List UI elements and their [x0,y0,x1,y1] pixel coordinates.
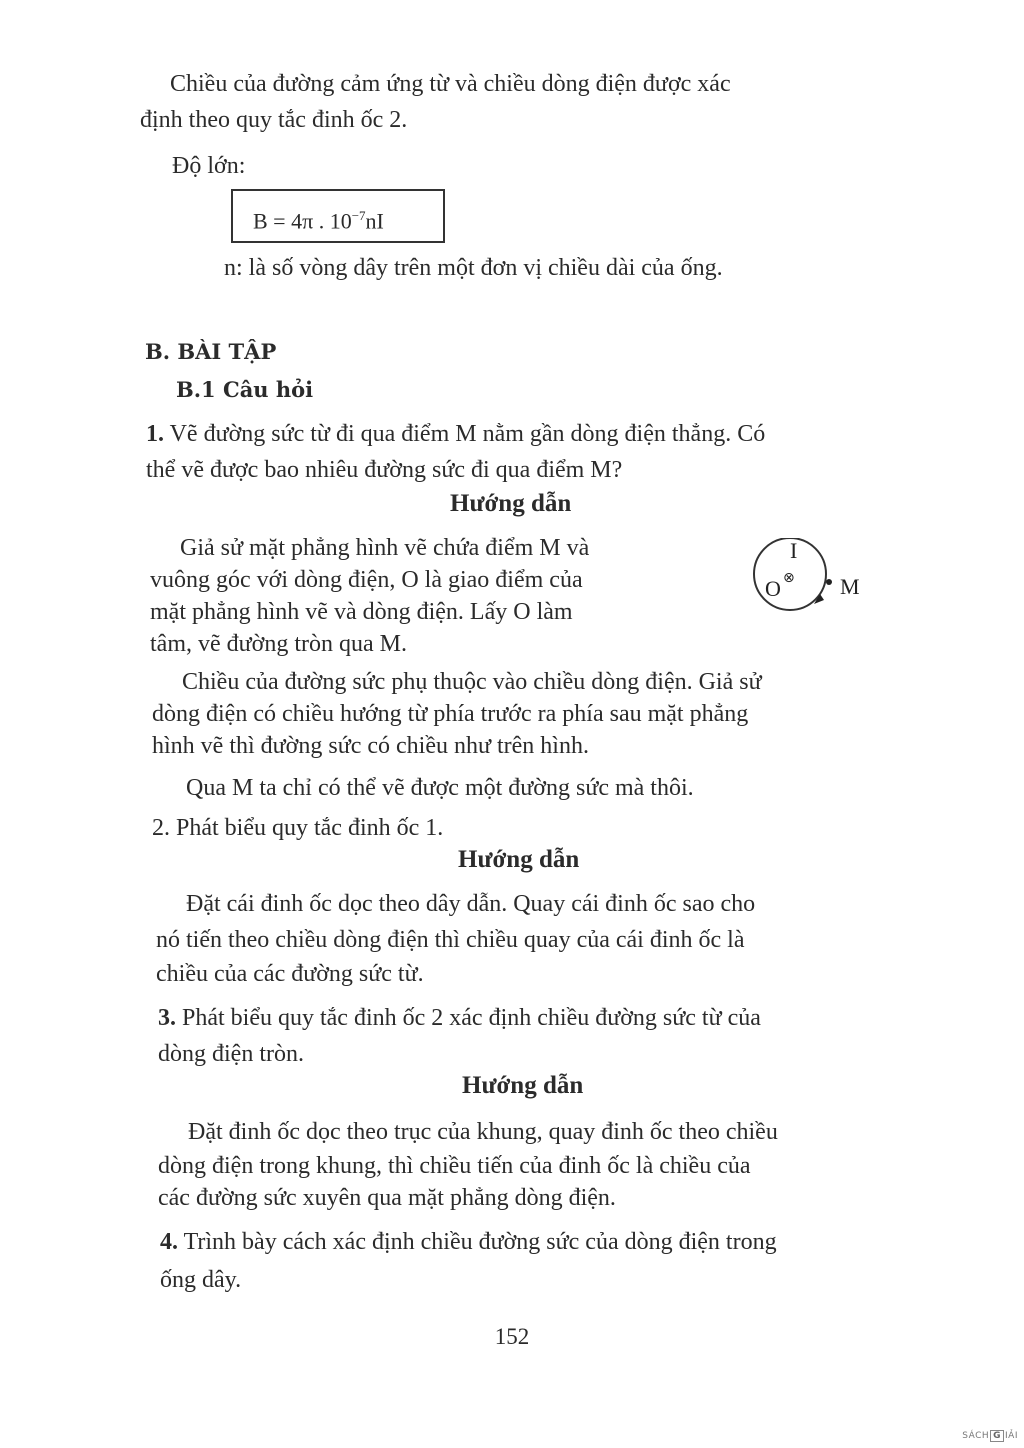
q1-answer-line-4: tâm, vẽ đường tròn qua M. [150,631,407,657]
q3-answer-line-2: dòng điện trong khung, thì chiều tiến của đinh ốc là chiều của [158,1153,751,1179]
section-subtitle: B.1 Câu hỏi [176,377,314,402]
q4-line-2: ống dây. [160,1267,242,1293]
q4-number: 4. [160,1229,178,1255]
section-title: B. BÀI TẬP [145,339,277,364]
n-note: n: là số vòng dây trên một đơn vị chiều dài của ống. [224,255,723,281]
q1-number: 1. [146,421,164,447]
q2-number: 2. [152,815,170,841]
q1-answer-line-2: vuông góc với dòng điện, O là giao điểm của [150,567,583,593]
q2-answer-line-2: nó tiến theo chiều dòng điện thì chiều quay của cái đinh ốc là [156,927,745,953]
magnitude-label: Độ lớn: [172,153,246,179]
q1-answer-line-1: Giả sử mặt phẳng hình vẽ chứa điểm M và [180,535,590,561]
formula [253,199,384,238]
q1-answer-line-6: dòng điện có chiều hướng từ phía trước ra phía sau mặt phẳng [152,701,749,727]
q1-answer-line-3: mặt phẳng hình vẽ và dòng điện. Lấy O làm [150,599,573,625]
q3-text-1: Phát biểu quy tắc đinh ốc 2 xác định chiều đường sức từ của [182,1005,761,1031]
q1-text-1: Vẽ đường sức từ đi qua điểm M nằm gần dòng điện thẳng. Có [169,421,766,447]
brand-right: IẢI [1005,1431,1018,1441]
q1-answer-line-5: Chiều của đường sức phụ thuộc vào chiều dòng điện. Giả sử [182,669,762,695]
label-m: M [840,574,860,599]
q2-guide-heading: Hướng dẫn [458,846,580,873]
point-m-dot [826,579,832,585]
label-i: I [790,538,798,563]
q2-answer-line-3: chiều của các đường sức từ. [156,961,424,987]
q1-answer-line-7: hình vẽ thì đường sức có chiều như trên hình. [152,733,589,759]
q3-answer-line-3: các đường sức xuyên qua mặt phẳng dòng điện. [158,1185,616,1211]
q2-answer-line-1: Đặt cái đinh ốc dọc theo dây dẫn. Quay cái đinh ốc sao cho [186,891,756,917]
page-number: 152 [494,1324,530,1349]
formula-exponent: −7 [351,208,366,223]
q3-line-2: dòng điện tròn. [158,1041,304,1067]
q3-number: 3. [158,1005,176,1031]
q3-guide-heading: Hướng dẫn [462,1072,584,1099]
label-o: O [765,576,781,601]
formula-tail: nI [365,208,384,234]
brand-logo [962,1430,1018,1442]
q1-guide-heading: Hướng dẫn [450,490,572,517]
q4-text-1: Trình bày cách xác định chiều đường sức của dòng điện trong [183,1229,777,1255]
intro-line-1: Chiều của đường cảm ứng từ và chiều dòng điện được xác [170,71,731,97]
formula-main: B = 4π . 10 [253,208,352,234]
brand-left: SÁCH [962,1431,990,1441]
intro-line-2: định theo quy tắc đinh ốc 2. [140,107,408,133]
q3-answer-line-1: Đặt đinh ốc dọc theo trục của khung, quay đinh ốc theo chiều [188,1119,778,1145]
q1-answer-line-8: Qua M ta chỉ có thể vẽ được một đường sức mà thôi. [186,775,694,801]
field-line-diagram [748,538,878,614]
q1-line-1 [146,416,765,452]
q3-line-1 [158,1000,761,1036]
q1-line-2: thể vẽ được bao nhiêu đường sức đi qua điểm M? [146,457,623,483]
brand-mark: G [990,1430,1004,1442]
q2-line [152,810,443,846]
formula-box [231,189,445,243]
q2-text: Phát biểu quy tắc đinh ốc 1. [176,815,444,841]
current-into-page-icon: ⊗ [783,570,795,586]
q4-line-1 [160,1224,777,1260]
